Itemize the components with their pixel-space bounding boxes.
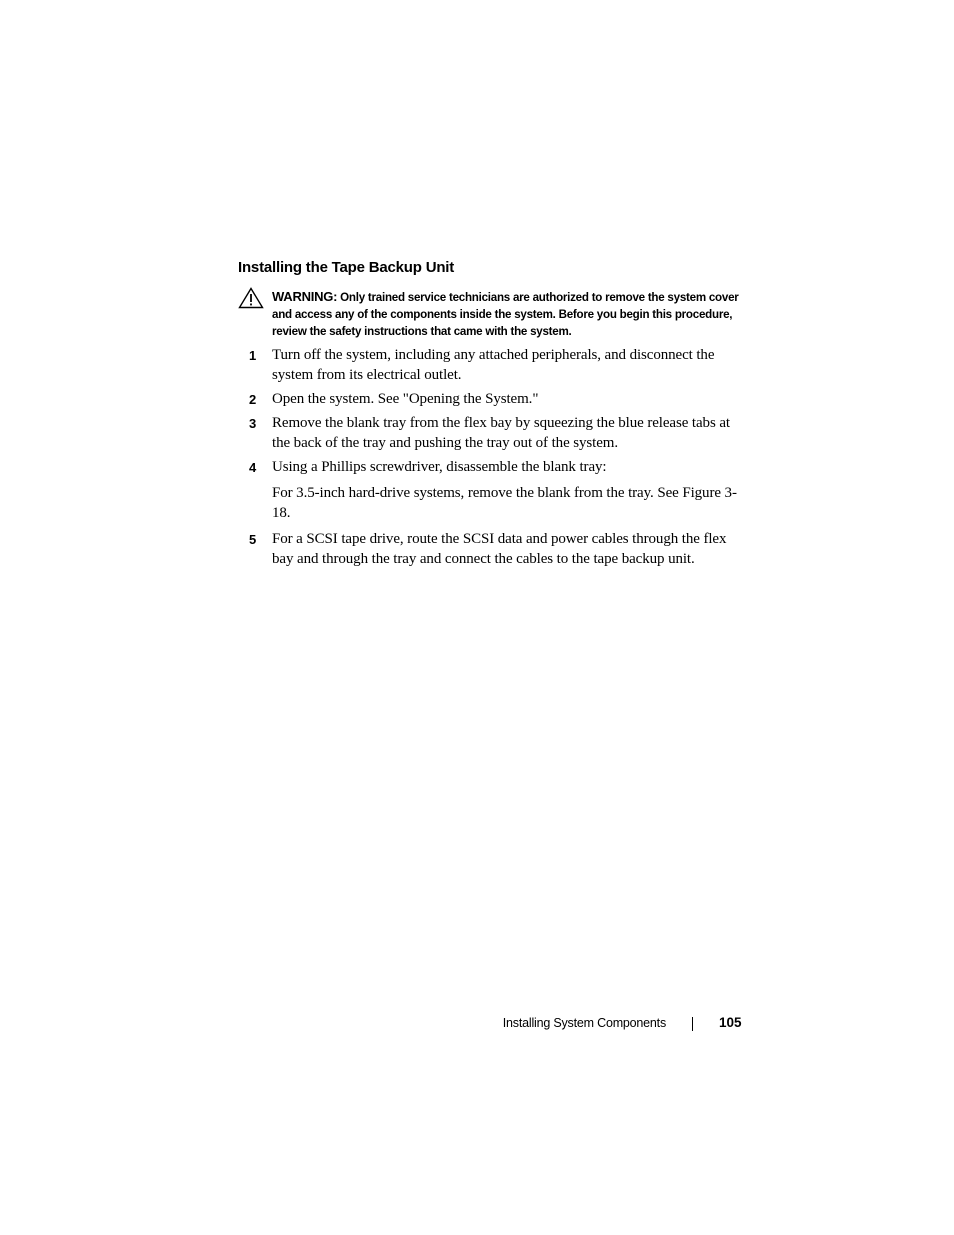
step-number: 3: [249, 416, 257, 431]
step-text: Open the system. See "Opening the System.": [272, 391, 539, 407]
step-number: 5: [249, 532, 257, 547]
footer-chapter-title: Installing System Components: [502, 1016, 666, 1030]
page-number: 105: [719, 1015, 742, 1030]
step-4-note: For 3.5-inch hard-drive systems, remove the blank from the tray. See Figure 3-18.: [272, 485, 737, 521]
step-text: Remove the blank tray from the flex bay by squeezing the blue release tabs at the back of the tray and pushing the tray out of the system.: [272, 415, 730, 451]
step-text: Turn off the system, including any attached peripherals, and disconnect the system from its electrical outlet.: [272, 347, 715, 383]
footer-divider: [692, 1017, 693, 1031]
warning-body: Only trained service technicians are authorized to remove the system cover and access any of the components inside the system. Before you begin this procedure, review the safety instructions that came with the system.: [272, 291, 739, 338]
step-text: For a SCSI tape drive, route the SCSI data and power cables through the flex bay and through the tray and connect the cables to the tape backup unit.: [272, 531, 727, 567]
warning-notice: [272, 288, 742, 340]
section-title: Installing the Tape Backup Unit: [238, 259, 455, 276]
step-number: 2: [249, 392, 257, 407]
step-number: 1: [249, 348, 257, 363]
step-text: Using a Phillips screwdriver, disassemble the blank tray:: [272, 459, 607, 475]
warning-label: WARNING:: [272, 289, 338, 304]
warning-triangle-icon: [238, 287, 264, 309]
step-number: 4: [249, 460, 257, 475]
